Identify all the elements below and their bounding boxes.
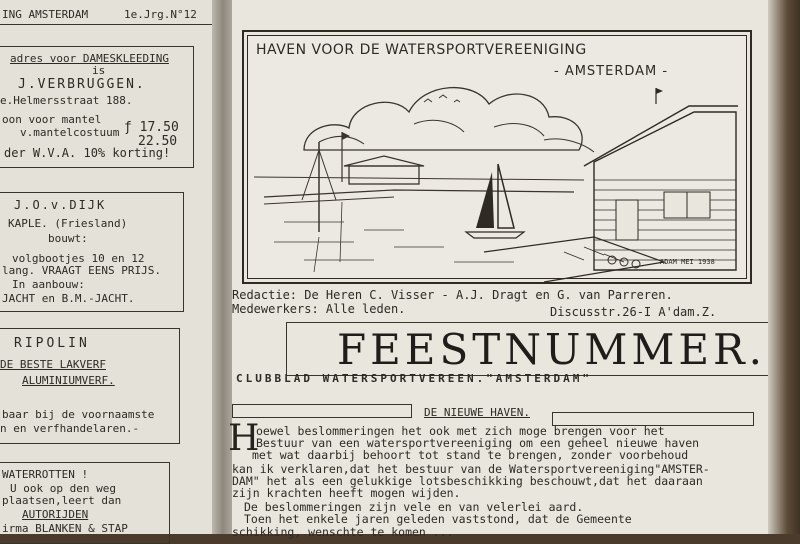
ad3-line1: RIPOLIN	[14, 336, 90, 351]
drop-cap: H	[228, 418, 260, 459]
redactie-line: Redactie: De Heren C. Visser - A.J. Dragt en G. van Parreren.	[232, 288, 673, 302]
ad3-line3: ALUMINIUMVERF.	[22, 374, 115, 387]
header-rule	[0, 24, 212, 25]
ad4-line1: WATERROTTEN !	[2, 468, 89, 481]
body-line-9: schikking, wenschte te komen ...	[232, 525, 454, 539]
left-page	[0, 0, 222, 534]
ad2-line2: KAPLE. (Friesland)	[8, 217, 128, 230]
ad4-line3: plaatsen,leert dan	[2, 494, 122, 507]
body-line-2: Bestuur van een watersportvereeniging om een geheel nieuwe haven	[256, 436, 700, 450]
harbour-illustration	[242, 30, 752, 284]
ad1-line4: e.Helmersstraat 188.	[0, 94, 133, 107]
clubblad-subtitle: CLUBBLAD WATERSPORTVEREEN."AMSTERDAM"	[236, 372, 593, 385]
ad1-line7: der W.V.A. 10% korting!	[4, 146, 171, 160]
section-rule-left	[232, 404, 412, 418]
ad1-line5: oon voor mantel	[2, 113, 102, 126]
right-page	[228, 0, 800, 539]
ad2-line1: J.O.v.DIJK	[14, 198, 107, 212]
address-line: Discusstr.26-I A'dam.Z.	[550, 305, 717, 319]
ad3-line2: DE BESTE LAKVERF	[0, 358, 106, 371]
masthead-title: FEESTNUMMER.	[337, 325, 767, 374]
artist-signature: ADAM MEI 1938	[660, 258, 715, 266]
ad1-line1: adres voor DAMESKLEEDING	[10, 52, 169, 65]
ad4-line2: U ook op den weg	[10, 482, 116, 495]
ad1-price2: 22.50	[138, 134, 178, 149]
body-line-1: oewel beslommeringen het ook met zich moge brengen voor het	[256, 424, 665, 438]
ad1-line2: is	[92, 64, 106, 77]
ad2-line7: JACHT en B.M.-JACHT.	[2, 292, 135, 305]
ad3-line5: n en verfhandelaren.-	[0, 422, 140, 435]
banner-subtitle: - AMSTERDAM -	[554, 64, 669, 79]
ad4-line5: irma BLANKEN & STAP	[2, 522, 128, 535]
left-header: ING AMSTERDAM	[2, 8, 89, 21]
body-line-8: Toen het enkele jaren geleden vaststond, dat de Gemeente	[244, 512, 632, 526]
issue-number: 1e.Jrg.N°12	[124, 8, 197, 21]
ad4-line4: AUTORIJDEN	[22, 508, 89, 521]
ad2-line4: volgbootjes 10 en 12	[12, 252, 145, 265]
banner-title: HAVEN VOOR DE WATERSPORTVEREENIGING	[256, 42, 587, 58]
ad1-line6: v.mantelcostuum	[20, 126, 120, 139]
ad2-line5: lang. VRAAGT EENS PRIJS.	[2, 264, 161, 277]
harbour-drawing	[244, 32, 750, 282]
medewerkers-line: Medewerkers: Alle leden.	[232, 302, 406, 316]
ad2-line6: In aanbouw:	[12, 278, 85, 291]
masthead-box	[286, 322, 798, 376]
ad1-line3: J.VERBRUGGEN.	[18, 77, 146, 92]
body-line-7: De beslommeringen zijn vele en van velerlei aard.	[244, 500, 584, 514]
ad3-line4: baar bij de voornaamste	[2, 408, 155, 421]
body-line-3: met wat daarbij behoort tot stand te brengen, zonder voorbehoud	[252, 448, 689, 462]
body-line-4: kan ik verklaren,dat het bestuur van de Watersportvereeniging"AMSTER-	[232, 462, 710, 476]
ad1-price1: ƒ 17.50	[124, 120, 179, 135]
section-title: DE NIEUWE HAVEN.	[424, 406, 530, 419]
body-line-5: DAM" het als een gelukkige lotsbeschikking beschouwt,dat het daaraan	[232, 474, 703, 488]
ad2-line3: bouwt:	[48, 232, 88, 245]
body-line-6: zijn krachten heeft mogen wijden.	[232, 486, 461, 500]
page-edge	[768, 0, 800, 534]
